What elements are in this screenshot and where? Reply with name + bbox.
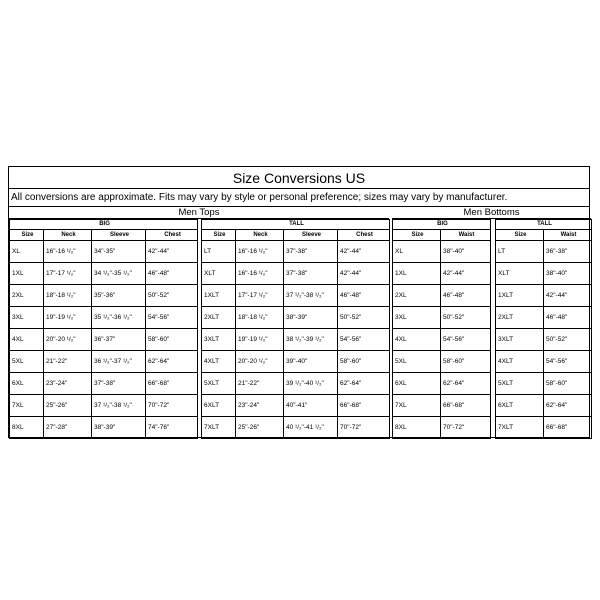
table-cell: 2XL bbox=[393, 285, 441, 307]
table-cell: 19"-19 ¹/₂" bbox=[236, 329, 284, 351]
table-cell: 38"-40" bbox=[544, 263, 592, 285]
table-cell: 6XL bbox=[10, 373, 44, 395]
table-row bbox=[10, 417, 198, 439]
table-cell: 37 ¹/₂"-38 ¹/₂" bbox=[284, 285, 338, 307]
table-cell: 1XLT bbox=[202, 285, 236, 307]
table-cell: 5XLT bbox=[496, 373, 544, 395]
table-cell: 66"-68" bbox=[441, 395, 491, 417]
table-cell: 70"-72" bbox=[146, 395, 198, 417]
table-row bbox=[202, 417, 390, 439]
table-cell: 39 ¹/₂"-40 ¹/₂" bbox=[284, 373, 338, 395]
table-cell: 35 ¹/₂"-36 ¹/₂" bbox=[92, 307, 146, 329]
table-cell: 4XL bbox=[393, 329, 441, 351]
table-cell: 6XLT bbox=[496, 395, 544, 417]
table-cell: 8XL bbox=[10, 417, 44, 439]
table-cell: 37"-38" bbox=[284, 263, 338, 285]
table-cell: 40"-41" bbox=[284, 395, 338, 417]
table-row bbox=[393, 241, 491, 263]
table-cell: 7XL bbox=[10, 395, 44, 417]
table-cell: 66"-68" bbox=[338, 395, 390, 417]
table-row bbox=[393, 351, 491, 373]
table-cell: 2XLT bbox=[496, 307, 544, 329]
table-cell: 54"-56" bbox=[338, 329, 390, 351]
table-cell: 70"-72" bbox=[441, 417, 491, 439]
table-cell: 50"-52" bbox=[441, 307, 491, 329]
bottoms-tall-table bbox=[495, 219, 592, 439]
table-cell: 4XLT bbox=[202, 351, 236, 373]
table-row bbox=[202, 241, 390, 263]
table-cell: 42"-44" bbox=[441, 263, 491, 285]
table-row bbox=[202, 329, 390, 351]
table-cell: 5XL bbox=[10, 351, 44, 373]
column-header: Waist bbox=[441, 230, 491, 241]
table-row bbox=[202, 285, 390, 307]
table-cell: 5XL bbox=[393, 351, 441, 373]
table-cell: 46"-48" bbox=[544, 307, 592, 329]
section-men-bottoms: Men Bottoms bbox=[463, 207, 520, 218]
table-cell: 54"-56" bbox=[146, 307, 198, 329]
column-header: Sleeve bbox=[284, 230, 338, 241]
table-cell: 54"-56" bbox=[544, 351, 592, 373]
table-row bbox=[10, 241, 198, 263]
table-cell: 66"-68" bbox=[544, 417, 592, 439]
table-cell: 6XLT bbox=[202, 395, 236, 417]
table-row bbox=[393, 307, 491, 329]
bottoms-big-table bbox=[392, 219, 491, 439]
table-cell: 20"-20 ¹/₂" bbox=[44, 329, 92, 351]
table-cell: 58"-60" bbox=[544, 373, 592, 395]
table-cell: XLT bbox=[496, 263, 544, 285]
table-cell: 38"-40" bbox=[441, 241, 491, 263]
table-cell: 25"-26" bbox=[44, 395, 92, 417]
table-cell: LT bbox=[496, 241, 544, 263]
table-cell: 38"-39" bbox=[284, 307, 338, 329]
table-cell: 66"-68" bbox=[146, 373, 198, 395]
table-cell: XLT bbox=[202, 263, 236, 285]
table-cell: 20"-20 ¹/₂" bbox=[236, 351, 284, 373]
table-cell: 18"-18 ¹/₂" bbox=[44, 285, 92, 307]
table-cell: 62"-64" bbox=[441, 373, 491, 395]
size-chart bbox=[8, 166, 590, 438]
table-cell: 23"-24" bbox=[44, 373, 92, 395]
column-header: Neck bbox=[44, 230, 92, 241]
table-caption: BIG bbox=[10, 220, 198, 230]
table-row bbox=[10, 307, 198, 329]
table-cell: 18"-18 ¹/₂" bbox=[236, 307, 284, 329]
column-header: Chest bbox=[338, 230, 390, 241]
column-header: Size bbox=[202, 230, 236, 241]
table-cell: XL bbox=[10, 241, 44, 263]
table-cell: 4XLT bbox=[496, 351, 544, 373]
column-header: Sleeve bbox=[92, 230, 146, 241]
table-cell: 2XLT bbox=[202, 307, 236, 329]
table-cell: XL bbox=[393, 241, 441, 263]
table-cell: 50"-52" bbox=[338, 307, 390, 329]
table-cell: 62"-64" bbox=[338, 373, 390, 395]
table-row bbox=[393, 263, 491, 285]
table-cell: 17"-17 ¹/₂" bbox=[44, 263, 92, 285]
table-cell: 58"-60" bbox=[338, 351, 390, 373]
table-cell: 37 ¹/₂"-38 ¹/₂" bbox=[92, 395, 146, 417]
table-row bbox=[496, 395, 592, 417]
table-cell: 3XL bbox=[10, 307, 44, 329]
table-cell: 38 ¹/₂"-39 ¹/₂" bbox=[284, 329, 338, 351]
table-row bbox=[10, 285, 198, 307]
table-cell: 42"-44" bbox=[338, 241, 390, 263]
column-header: Waist bbox=[544, 230, 592, 241]
table-cell: 54"-56" bbox=[441, 329, 491, 351]
table-cell: 21"-22" bbox=[236, 373, 284, 395]
table-cell: 40 ¹/₂"-41 ¹/₂" bbox=[284, 417, 338, 439]
column-header: Size bbox=[496, 230, 544, 241]
table-row bbox=[496, 351, 592, 373]
table-row bbox=[496, 285, 592, 307]
table-cell: 17"-17 ¹/₂" bbox=[236, 285, 284, 307]
table-cell: 38"-39" bbox=[92, 417, 146, 439]
table-row bbox=[202, 395, 390, 417]
table-cell: 42"-44" bbox=[544, 285, 592, 307]
table-cell: 46"-48" bbox=[338, 285, 390, 307]
table-cell: 50"-52" bbox=[146, 285, 198, 307]
table-cell: 1XL bbox=[393, 263, 441, 285]
table-cell: 74"-76" bbox=[146, 417, 198, 439]
table-cell: 2XL bbox=[10, 285, 44, 307]
table-cell: 16"-16 ¹/₂" bbox=[236, 263, 284, 285]
table-cell: 62"-64" bbox=[544, 395, 592, 417]
table-cell: 46"-48" bbox=[146, 263, 198, 285]
table-row bbox=[202, 351, 390, 373]
table-cell: 3XLT bbox=[202, 329, 236, 351]
table-cell: 27"-28" bbox=[44, 417, 92, 439]
table-cell: 4XL bbox=[10, 329, 44, 351]
table-row bbox=[496, 417, 592, 439]
table-row bbox=[496, 263, 592, 285]
table-row bbox=[10, 329, 198, 351]
table-row bbox=[496, 307, 592, 329]
table-row bbox=[393, 373, 491, 395]
table-row bbox=[496, 329, 592, 351]
table-cell: 16"-16 ¹/₂" bbox=[44, 241, 92, 263]
table-row bbox=[496, 373, 592, 395]
table-cell: 7XL bbox=[393, 395, 441, 417]
table-cell: 8XL bbox=[393, 417, 441, 439]
table-cell: 25"-26" bbox=[236, 417, 284, 439]
table-row bbox=[393, 417, 491, 439]
table-cell: 21"-22" bbox=[44, 351, 92, 373]
table-cell: 3XL bbox=[393, 307, 441, 329]
table-row bbox=[10, 395, 198, 417]
table-cell: 7XLT bbox=[202, 417, 236, 439]
table-cell: 58"-60" bbox=[441, 351, 491, 373]
table-cell: LT bbox=[202, 241, 236, 263]
table-cell: 34 ¹/₂"-35 ¹/₂" bbox=[92, 263, 146, 285]
table-cell: 23"-24" bbox=[236, 395, 284, 417]
table-cell: 42"-44" bbox=[146, 241, 198, 263]
table-cell: 3XLT bbox=[496, 329, 544, 351]
table-cell: 46"-48" bbox=[441, 285, 491, 307]
table-row bbox=[10, 373, 198, 395]
table-row bbox=[496, 241, 592, 263]
table-cell: 19"-19 ¹/₂" bbox=[44, 307, 92, 329]
tops-big-table bbox=[9, 219, 198, 439]
table-cell: 1XL bbox=[10, 263, 44, 285]
table-row bbox=[393, 395, 491, 417]
section-men-tops: Men Tops bbox=[178, 207, 220, 218]
table-cell: 70"-72" bbox=[338, 417, 390, 439]
table-cell: 7XLT bbox=[496, 417, 544, 439]
page-title: Size Conversions US bbox=[9, 167, 589, 189]
table-caption: BIG bbox=[393, 220, 491, 230]
table-row bbox=[10, 263, 198, 285]
column-header: Chest bbox=[146, 230, 198, 241]
table-row bbox=[202, 307, 390, 329]
table-cell: 58"-60" bbox=[146, 329, 198, 351]
table-cell: 62"-64" bbox=[146, 351, 198, 373]
table-row bbox=[10, 351, 198, 373]
table-row bbox=[393, 285, 491, 307]
table-caption: TALL bbox=[202, 220, 390, 230]
table-cell: 1XLT bbox=[496, 285, 544, 307]
table-cell: 39"-40" bbox=[284, 351, 338, 373]
table-cell: 36"-38" bbox=[544, 241, 592, 263]
table-row bbox=[393, 329, 491, 351]
table-cell: 37"-38" bbox=[284, 241, 338, 263]
table-cell: 34"-35" bbox=[92, 241, 146, 263]
table-cell: 42"-44" bbox=[338, 263, 390, 285]
tops-tall-table bbox=[201, 219, 390, 439]
table-cell: 50"-52" bbox=[544, 329, 592, 351]
table-cell: 36"-37" bbox=[92, 329, 146, 351]
table-cell: 37"-38" bbox=[92, 373, 146, 395]
column-header: Size bbox=[393, 230, 441, 241]
table-cell: 16"-16 ¹/₂" bbox=[236, 241, 284, 263]
column-header: Size bbox=[10, 230, 44, 241]
table-cell: 5XLT bbox=[202, 373, 236, 395]
column-header: Neck bbox=[236, 230, 284, 241]
table-caption: TALL bbox=[496, 220, 592, 230]
table-cell: 36 ¹/₂"-37 ¹/₂" bbox=[92, 351, 146, 373]
disclaimer-note: All conversions are approximate. Fits may vary by style or personal preference; sizes may vary by manufacturer. bbox=[9, 189, 589, 207]
table-cell: 35"-36" bbox=[92, 285, 146, 307]
table-cell: 6XL bbox=[393, 373, 441, 395]
table-row bbox=[202, 263, 390, 285]
table-row bbox=[202, 373, 390, 395]
